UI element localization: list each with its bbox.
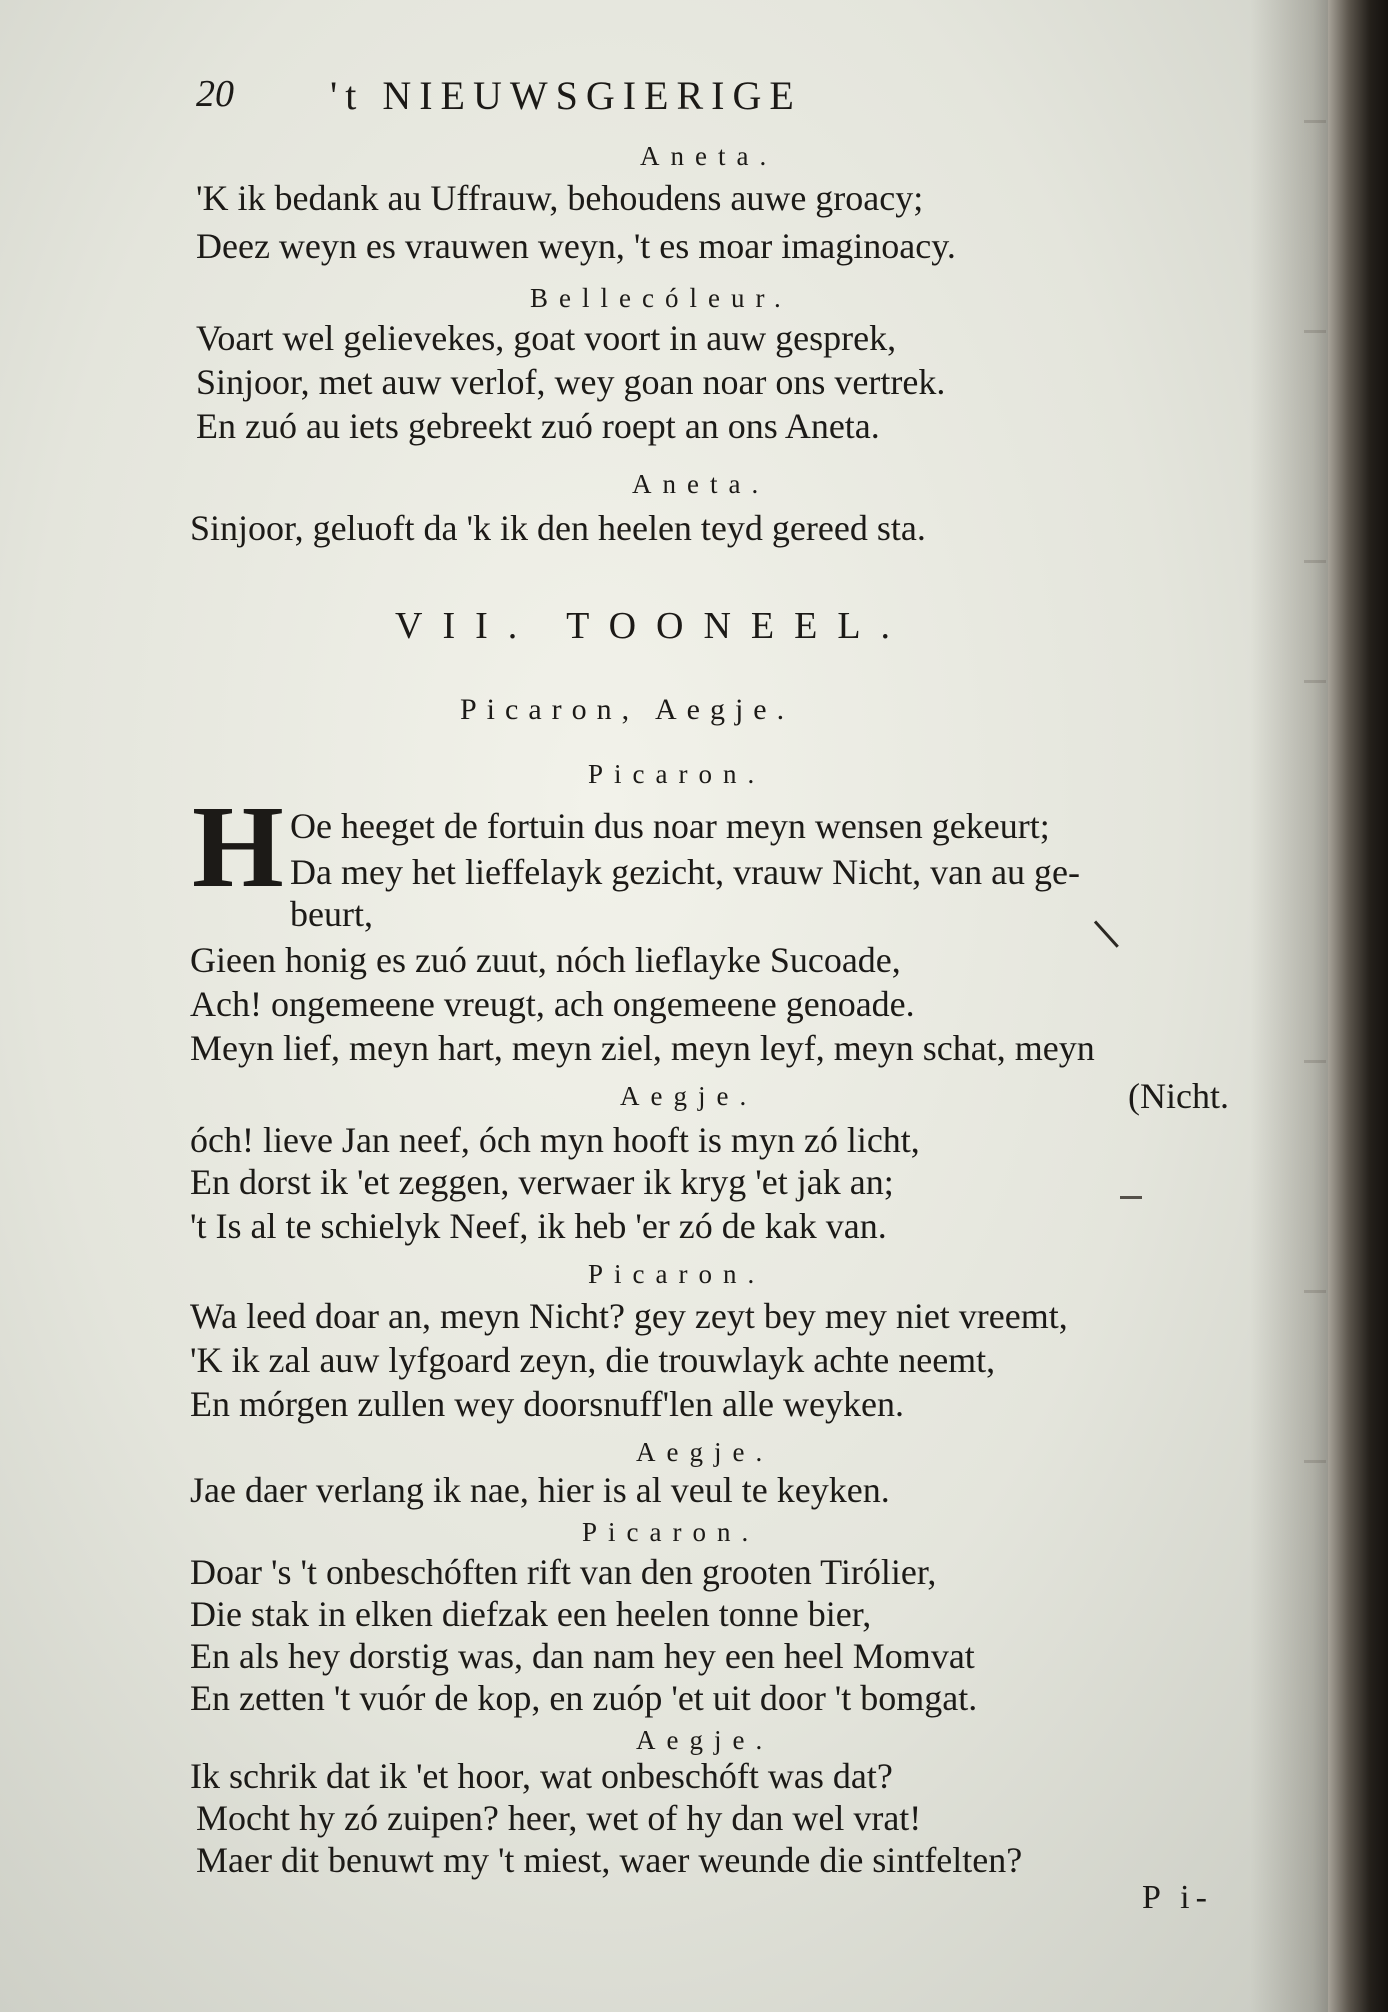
scene-heading: VII. TOONEEL.	[395, 605, 911, 647]
speaker-name: Aegje.	[636, 1725, 774, 1755]
verse-line: Voart wel gelievekes, goat voort in auw gesprek,	[196, 318, 897, 358]
speaker-name: Picaron.	[582, 1517, 760, 1547]
catchword: P i-	[1142, 1879, 1213, 1916]
verse-line: Deez weyn es vrauwen weyn, 't es moar imaginoacy.	[196, 226, 956, 266]
verse-line: 'K ik bedank au Uffrauw, behoudens auwe groacy;	[196, 178, 924, 218]
verse-line: Die stak in elken diefzak een heelen tonne bier,	[190, 1594, 872, 1634]
scene-persons: Picaron, Aegje.	[460, 693, 795, 726]
speaker-name: Picaron.	[588, 759, 766, 789]
verse-line: Ach! ongemeene vreugt, ach ongemeene genoade.	[190, 984, 915, 1024]
verse-line: óch! lieve Jan neef, óch myn hooft is myn zó licht,	[190, 1120, 920, 1160]
verse-line: 't Is al te schielyk Neef, ik heb 'er zó de kak van.	[190, 1206, 887, 1246]
verse-line-end: (Nicht.	[1128, 1076, 1229, 1116]
speaker-name: Aegje.	[636, 1437, 774, 1467]
verse-line: En als hey dorstig was, dan nam hey een heel Momvat	[190, 1636, 975, 1676]
verse-line: Gieen honig es zuó zuut, nóch lieflayke Sucoade,	[190, 940, 901, 980]
running-title: 't NIEUWSGIERIGE	[330, 73, 802, 118]
verse-line: Wa leed doar an, meyn Nicht? gey zeyt bey mey niet vreemt,	[190, 1296, 1068, 1336]
speaker-name: Aneta.	[640, 141, 778, 171]
verse-line: beurt,	[290, 894, 373, 934]
speaker-name: Bellecóleur.	[530, 283, 792, 313]
verse-line: Jae daer verlang ik nae, hier is al veul te keyken.	[190, 1470, 890, 1510]
verse-line: Doar 's 't onbeschóften rift van den grooten Tirólier,	[190, 1552, 937, 1592]
verse-line: Oe heeget de fortuin dus noar meyn wensen gekeurt;	[290, 806, 1050, 846]
speaker-name: Picaron.	[588, 1259, 766, 1289]
verse-line: En zuó au iets gebreekt zuó roept an ons Aneta.	[196, 406, 880, 446]
ink-mark	[1120, 1196, 1142, 1199]
verse-line: Sinjoor, geluoft da 'k ik den heelen teyd gereed sta.	[190, 508, 926, 548]
verse-line: Da mey het lieffelayk gezicht, vrauw Nicht, van au ge-	[290, 852, 1081, 892]
drop-cap: H	[192, 781, 284, 912]
page-number: 20	[196, 73, 234, 115]
verse-line: Meyn lief, meyn hart, meyn ziel, meyn leyf, meyn schat, meyn	[190, 1028, 1095, 1068]
verse-line: Ik schrik dat ik 'et hoor, wat onbeschóft was dat?	[190, 1756, 893, 1796]
verse-line: En dorst ik 'et zeggen, verwaer ik kryg 'et jak an;	[190, 1162, 894, 1202]
book-gutter	[1328, 0, 1388, 2012]
speaker-name: Aegje.	[620, 1081, 758, 1111]
verse-line: Mocht hy zó zuipen? heer, wet of hy dan wel vrat!	[196, 1798, 922, 1838]
ink-mark	[1094, 920, 1119, 947]
speaker-name: Aneta.	[632, 469, 770, 499]
verse-line: Sinjoor, met auw verlof, wey goan noar ons vertrek.	[196, 362, 946, 402]
verse-line: En mórgen zullen wey doorsnuff'len alle weyken.	[190, 1384, 904, 1424]
verse-line: En zetten 't vuór de kop, en zuóp 'et uit door 't bomgat.	[190, 1678, 978, 1718]
verse-line: 'K ik zal auw lyfgoard zeyn, die trouwlayk achte neemt,	[190, 1340, 996, 1380]
verse-line: Maer dit benuwt my 't miest, waer weunde die sintfelten?	[196, 1840, 1023, 1880]
